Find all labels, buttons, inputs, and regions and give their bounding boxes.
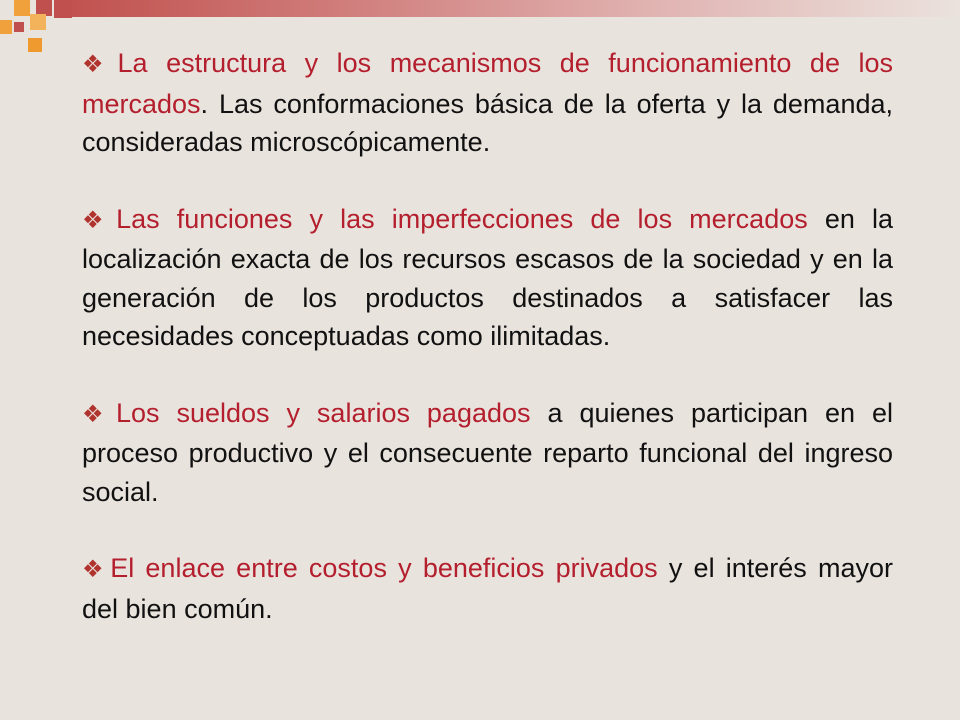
decor-square	[28, 38, 42, 52]
diamond-bullet-icon: ❖	[82, 206, 114, 234]
top-accent-bar	[60, 0, 960, 17]
decor-square	[30, 14, 46, 30]
bullet-item	[82, 44, 893, 162]
decor-square	[14, 22, 24, 32]
bullet-text: en la localización exacta de los recursos escasos de la sociedad y en la generación de los productos destinados a satisfacer las necesidades conceptuadas como ilimitadas.	[82, 203, 894, 351]
bullet-highlight: La estructura y los mecanismos de funcionamiento de los mercados	[82, 48, 893, 119]
bullet-highlight: Los sueldos y salarios pagados	[115, 397, 531, 428]
bullet-item	[82, 200, 893, 356]
diamond-bullet-icon: ❖	[82, 51, 115, 78]
bullet-item	[82, 549, 893, 628]
bullet-text: . Las conformaciones básica de la oferta y la demanda, consideradas microscópicamente.	[82, 88, 893, 157]
slide-content	[82, 44, 893, 628]
bullet-item	[82, 394, 893, 512]
bullet-text: y el interés mayor del bien común.	[82, 553, 894, 624]
decor-square	[14, 0, 30, 16]
decor-square	[54, 0, 72, 18]
bullet-highlight: Las funciones y las imperfecciones de los mercados	[116, 203, 808, 234]
decor-square	[0, 20, 12, 34]
bullet-highlight: El enlace entre costos y beneficios privados	[110, 553, 658, 583]
bullet-text: a quienes participan en el proceso productivo y el consecuente reparto funcional del ingreso social.	[82, 397, 893, 507]
diamond-bullet-icon: ❖	[82, 400, 113, 428]
diamond-bullet-icon: ❖	[82, 556, 108, 583]
